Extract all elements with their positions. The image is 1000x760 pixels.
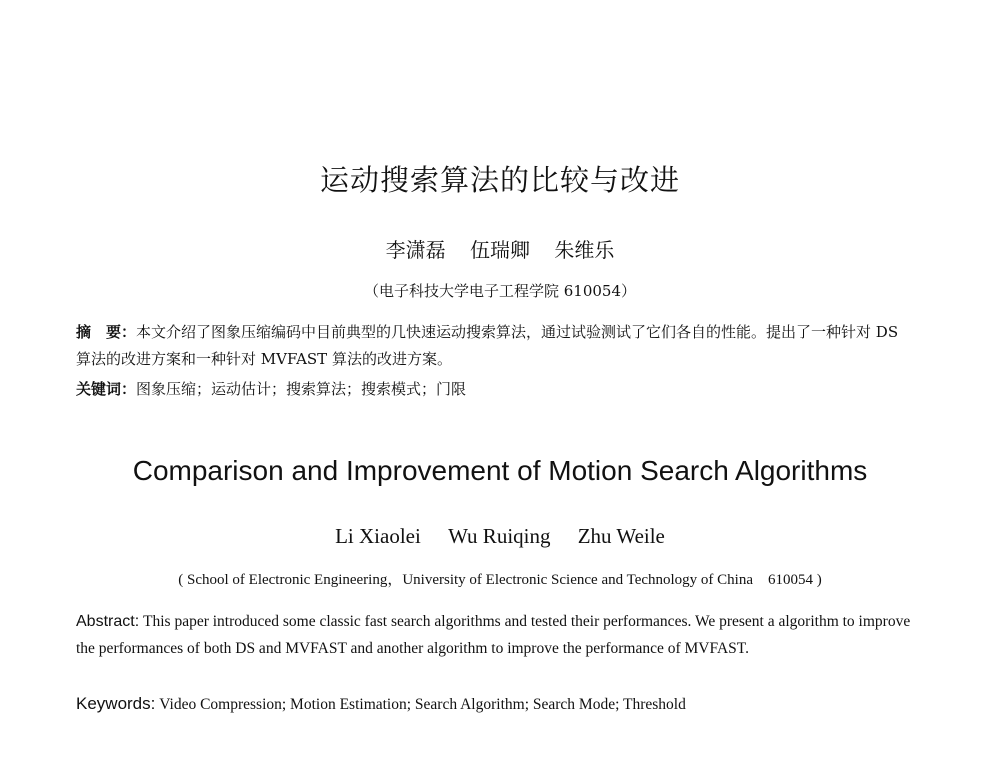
abstract-en: [76, 608, 914, 662]
keywords-en: [76, 694, 914, 714]
abstract-label-en: Abstract:: [76, 613, 140, 630]
author-name: 李潇磊: [385, 238, 446, 262]
keywords-label-en: Keywords:: [76, 694, 156, 713]
keywords-text-cn: 图象压缩；运动估计；搜索算法；搜索模式；门限: [136, 380, 467, 398]
author-list-en: [0, 524, 1000, 549]
abstract-text-cn: 本文介绍了图象压缩编码中目前典型的几快速运动搜索算法，通过试验测试了它们各自的性能。提出了一种针对 DS 算法的改进方案和一种针对 MVFAST 算法的改进方案。: [76, 323, 899, 368]
author-name: 伍瑞卿: [470, 238, 530, 262]
keywords-label-cn: 关键词：: [76, 380, 137, 398]
affiliation-en: ( School of Electronic Engineering，University of Electronic Science and Technology of China 610054 ): [178, 572, 822, 588]
author-name: 朱维乐: [554, 238, 615, 262]
abstract-text-en: This paper introduced some classic fast search algorithms and tested their performances. We present a algorithm to improve the performances of both DS and MVFAST and another algorithm to improve the performance of MVFAST.: [76, 613, 911, 657]
paper-title-cn: 运动搜索算法的比较与改进: [319, 163, 680, 197]
author-name: Zhu Weile: [577, 524, 665, 548]
author-list-cn: [0, 234, 1000, 263]
affiliation-cn: （电子科技大学电子工程学院 610054）: [363, 282, 637, 300]
author-name: Wu Ruiqing: [448, 524, 551, 548]
keywords-cn: [76, 379, 914, 399]
paper-title-en: Comparison and Improvement of Motion Search Algorithms: [132, 455, 868, 486]
author-name: Li Xiaolei: [335, 524, 421, 548]
keywords-text-en: Video Compression; Motion Estimation; Search Algorithm; Search Mode; Threshold: [159, 696, 686, 713]
abstract-label-cn: 摘 要：: [76, 323, 137, 341]
abstract-cn: [76, 319, 914, 373]
